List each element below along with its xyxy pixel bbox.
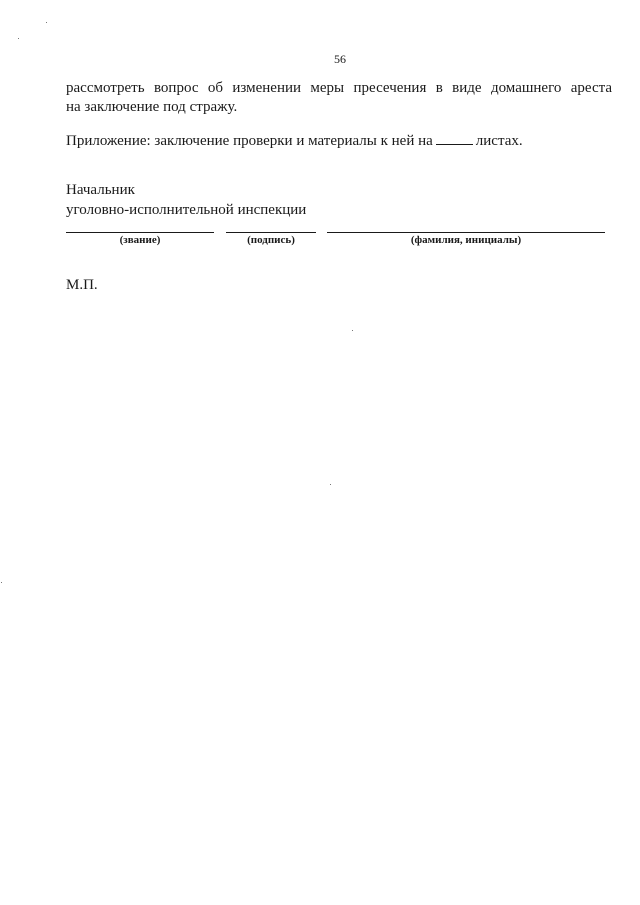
scan-speck <box>18 38 19 39</box>
signer-block <box>66 180 306 220</box>
page-number: 56 <box>334 52 346 66</box>
rank-caption: (звание) <box>119 234 161 246</box>
name-caption: (фамилия, инициалы) <box>410 234 522 246</box>
signature-caption: (подпись) <box>247 234 295 246</box>
name-line <box>327 232 605 233</box>
signer-title-2: уголовно-исполнительной инспекции <box>66 202 307 218</box>
scan-speck <box>330 484 331 485</box>
rank-line <box>66 232 214 233</box>
body-paragraph <box>66 79 612 117</box>
body-line-2: на заключение под стражу. <box>66 99 238 115</box>
attachment-text: Приложение: заключение проверки и материалы к ней на <box>66 133 433 149</box>
stamp-label: М.П. <box>66 277 98 293</box>
signer-title-1: Начальник <box>66 182 135 198</box>
scan-speck <box>46 22 47 23</box>
scan-speck <box>1 582 2 583</box>
signature-line <box>226 232 316 233</box>
scan-speck <box>352 330 353 331</box>
body-line-1: рассмотреть вопрос об изменении меры пресечения в виде домашнего ареста <box>66 80 612 96</box>
attachment-suffix: листах. <box>475 133 523 149</box>
sheet-count-blank <box>436 132 473 145</box>
attachment-note <box>66 132 612 151</box>
